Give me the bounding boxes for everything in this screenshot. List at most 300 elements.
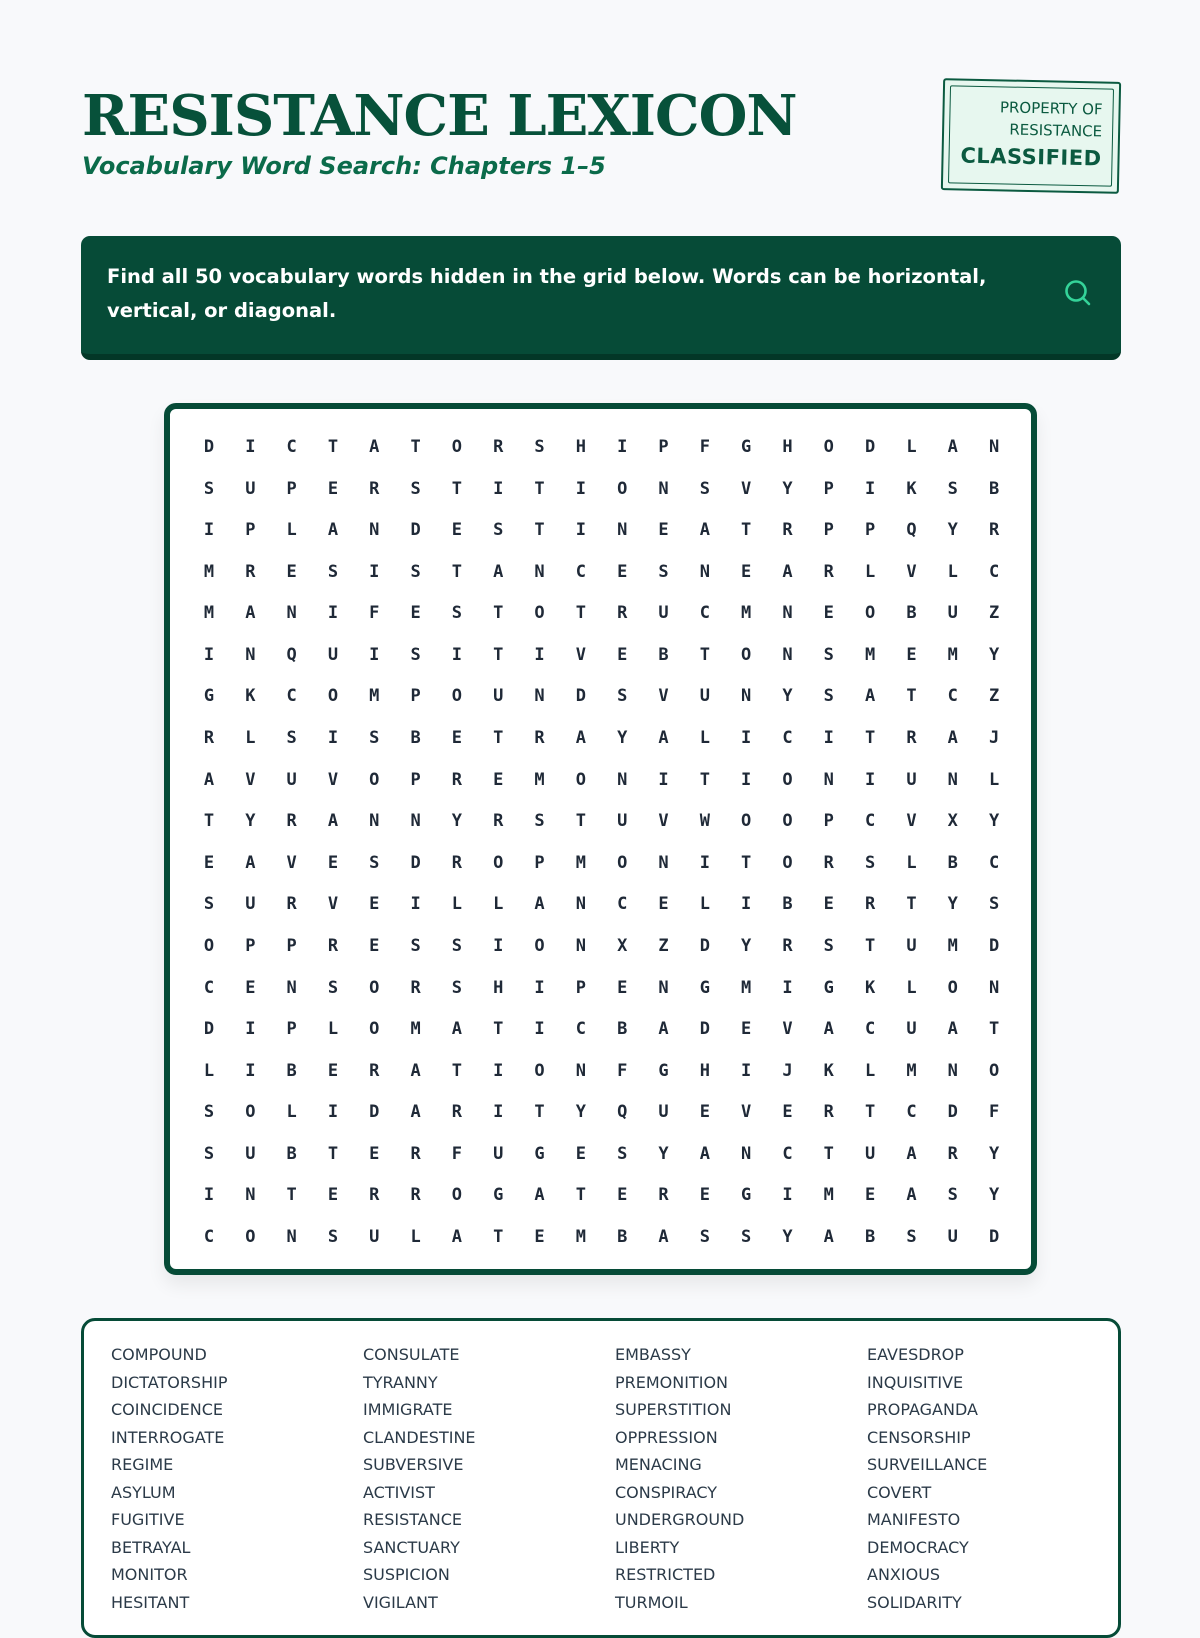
grid-letter[interactable]: T xyxy=(493,644,504,665)
grid-letter[interactable]: U xyxy=(493,686,504,707)
grid-letter[interactable]: Y xyxy=(782,686,793,707)
grid-letter[interactable]: P xyxy=(410,769,421,790)
grid-letter[interactable]: S xyxy=(823,686,834,707)
grid-letter[interactable]: D xyxy=(699,1019,710,1040)
grid-letter[interactable]: K xyxy=(906,478,917,499)
grid-letter[interactable]: Y xyxy=(245,811,256,832)
grid-letter[interactable]: V xyxy=(906,561,917,582)
grid-letter[interactable]: I xyxy=(864,478,876,499)
grid-letter[interactable]: H xyxy=(699,1060,710,1081)
grid-letter[interactable]: I xyxy=(245,1019,256,1040)
grid-letter[interactable]: S xyxy=(947,1185,958,1206)
grid-letter[interactable]: S xyxy=(617,686,628,707)
grid-letter[interactable]: I xyxy=(658,769,669,790)
grid-letter[interactable]: A xyxy=(823,1227,834,1248)
grid-letter[interactable]: I xyxy=(741,894,752,915)
grid-letter[interactable]: O xyxy=(617,852,628,873)
grid-letter[interactable]: A xyxy=(534,894,545,915)
grid-letter[interactable]: S xyxy=(823,644,834,665)
grid-letter[interactable]: F xyxy=(451,1143,463,1164)
grid-letter[interactable]: I xyxy=(327,603,339,624)
grid-letter[interactable]: S xyxy=(988,894,1000,915)
grid-letter[interactable]: M xyxy=(823,1185,834,1206)
grid-letter[interactable]: A xyxy=(245,852,256,873)
grid-letter[interactable]: U xyxy=(245,894,256,915)
grid-letter[interactable]: U xyxy=(286,769,297,790)
grid-letter[interactable]: A xyxy=(493,561,504,582)
grid-letter[interactable]: S xyxy=(369,852,380,873)
grid-letter[interactable]: I xyxy=(493,1102,504,1123)
grid-letter[interactable]: S xyxy=(369,728,380,749)
grid-letter[interactable]: I xyxy=(493,935,504,956)
grid-letter[interactable]: D xyxy=(947,1102,958,1123)
grid-letter[interactable]: B xyxy=(947,852,958,873)
grid-letter[interactable]: N xyxy=(741,1143,752,1164)
grid-letter[interactable]: U xyxy=(245,1143,256,1164)
grid-letter[interactable]: S xyxy=(906,1227,917,1248)
grid-letter[interactable]: I xyxy=(203,644,215,665)
grid-letter[interactable]: L xyxy=(410,1227,421,1248)
grid-letter[interactable]: P xyxy=(286,478,297,499)
grid-letter[interactable]: O xyxy=(782,852,793,873)
grid-letter[interactable]: D xyxy=(203,1019,215,1040)
grid-letter[interactable]: Y xyxy=(451,811,463,832)
grid-letter[interactable]: A xyxy=(410,1102,421,1123)
grid-letter[interactable]: Q xyxy=(617,1102,628,1123)
grid-letter[interactable]: L xyxy=(286,1102,297,1123)
grid-letter[interactable]: A xyxy=(658,1227,669,1248)
grid-letter[interactable]: N xyxy=(575,1060,586,1081)
grid-letter[interactable]: B xyxy=(617,1019,628,1040)
grid-letter[interactable]: V xyxy=(741,1102,752,1123)
grid-letter[interactable]: G xyxy=(741,437,752,457)
grid-letter[interactable]: T xyxy=(327,1143,339,1164)
grid-letter[interactable]: I xyxy=(534,1019,545,1040)
grid-letter[interactable]: F xyxy=(617,1060,628,1081)
grid-letter[interactable]: R xyxy=(988,520,1000,541)
grid-letter[interactable]: S xyxy=(947,478,958,499)
grid-letter[interactable]: L xyxy=(864,1060,876,1081)
grid-letter[interactable]: A xyxy=(906,1143,917,1164)
grid-letter[interactable]: P xyxy=(245,935,256,956)
grid-letter[interactable]: C xyxy=(203,977,215,998)
grid-letter[interactable]: K xyxy=(864,977,876,998)
grid-letter[interactable]: O xyxy=(947,977,958,998)
grid-letter[interactable]: O xyxy=(823,437,834,457)
grid-letter[interactable]: U xyxy=(906,769,917,790)
grid-letter[interactable]: I xyxy=(493,1060,504,1081)
grid-letter[interactable]: N xyxy=(245,644,256,665)
grid-letter[interactable]: R xyxy=(782,520,793,541)
grid-letter[interactable]: I xyxy=(534,644,545,665)
grid-letter[interactable]: A xyxy=(327,811,339,832)
grid-letter[interactable]: D xyxy=(410,520,421,541)
grid-letter[interactable]: U xyxy=(947,1227,958,1248)
grid-letter[interactable]: R xyxy=(947,1143,958,1164)
grid-letter[interactable]: Y xyxy=(782,478,793,499)
grid-letter[interactable]: R xyxy=(410,1143,421,1164)
grid-letter[interactable]: D xyxy=(410,852,421,873)
grid-letter[interactable]: X xyxy=(947,811,958,832)
grid-letter[interactable]: T xyxy=(493,1227,504,1248)
grid-letter[interactable]: R xyxy=(327,935,339,956)
grid-letter[interactable]: S xyxy=(327,561,339,582)
grid-letter[interactable]: T xyxy=(575,603,586,624)
grid-letter[interactable]: V xyxy=(575,644,586,665)
grid-letter[interactable]: I xyxy=(864,769,876,790)
grid-letter[interactable]: I xyxy=(575,478,586,499)
grid-letter[interactable]: N xyxy=(782,603,793,624)
grid-letter[interactable]: L xyxy=(699,894,710,915)
grid-letter[interactable]: N xyxy=(947,1060,958,1081)
grid-letter[interactable]: O xyxy=(782,769,793,790)
grid-letter[interactable]: P xyxy=(534,852,545,873)
grid-letter[interactable]: N xyxy=(823,769,834,790)
grid-letter[interactable]: R xyxy=(534,728,545,749)
grid-letter[interactable]: A xyxy=(658,728,669,749)
grid-letter[interactable]: L xyxy=(327,1019,339,1040)
grid-letter[interactable]: A xyxy=(864,686,876,707)
grid-letter[interactable]: S xyxy=(327,977,339,998)
grid-letter[interactable]: O xyxy=(575,769,586,790)
grid-letter[interactable]: T xyxy=(451,561,463,582)
grid-letter[interactable]: E xyxy=(575,1143,586,1164)
grid-letter[interactable]: C xyxy=(286,437,297,457)
grid-letter[interactable]: T xyxy=(493,1019,504,1040)
grid-letter[interactable]: A xyxy=(451,1019,463,1040)
grid-letter[interactable]: D xyxy=(699,935,710,956)
grid-letter[interactable]: M xyxy=(203,603,215,624)
grid-letter[interactable]: E xyxy=(823,894,834,915)
grid-letter[interactable]: M xyxy=(864,644,876,665)
grid-letter[interactable]: R xyxy=(823,852,834,873)
grid-letter[interactable]: U xyxy=(493,1143,504,1164)
grid-letter[interactable]: P xyxy=(286,935,297,956)
grid-letter[interactable]: U xyxy=(327,644,339,665)
grid-letter[interactable]: T xyxy=(906,686,917,707)
grid-letter[interactable]: S xyxy=(741,1227,752,1248)
grid-letter[interactable]: I xyxy=(741,1060,752,1081)
grid-letter[interactable]: O xyxy=(493,852,504,873)
grid-letter[interactable]: O xyxy=(617,478,628,499)
grid-letter[interactable]: I xyxy=(782,1185,793,1206)
grid-letter[interactable]: A xyxy=(451,1227,463,1248)
grid-letter[interactable]: M xyxy=(534,769,545,790)
grid-letter[interactable]: O xyxy=(203,935,215,956)
grid-letter[interactable]: V xyxy=(286,852,297,873)
grid-letter[interactable]: U xyxy=(369,1227,380,1248)
grid-letter[interactable]: S xyxy=(864,852,876,873)
grid-letter[interactable]: Y xyxy=(988,1185,1000,1206)
grid-letter[interactable]: C xyxy=(699,603,710,624)
grid-letter[interactable]: M xyxy=(410,1019,421,1040)
grid-letter[interactable]: I xyxy=(203,520,215,541)
grid-letter[interactable]: I xyxy=(410,894,421,915)
grid-letter[interactable]: E xyxy=(369,894,380,915)
grid-letter[interactable]: A xyxy=(699,1143,710,1164)
grid-letter[interactable]: D xyxy=(203,437,215,457)
grid-letter[interactable]: T xyxy=(699,769,710,790)
grid-letter[interactable]: M xyxy=(575,1227,586,1248)
grid-letter[interactable]: X xyxy=(617,935,628,956)
grid-letter[interactable]: V xyxy=(906,811,917,832)
grid-letter[interactable]: N xyxy=(369,811,380,832)
grid-letter[interactable]: R xyxy=(493,437,504,457)
grid-letter[interactable]: Y xyxy=(988,644,1000,665)
grid-letter[interactable]: O xyxy=(864,603,876,624)
grid-letter[interactable]: S xyxy=(286,728,297,749)
grid-letter[interactable]: L xyxy=(493,894,504,915)
grid-letter[interactable]: R xyxy=(451,769,463,790)
grid-letter[interactable]: R xyxy=(286,894,297,915)
grid-letter[interactable]: C xyxy=(575,1019,586,1040)
grid-letter[interactable]: P xyxy=(864,520,876,541)
grid-letter[interactable]: E xyxy=(906,644,917,665)
grid-letter[interactable]: A xyxy=(782,561,793,582)
grid-letter[interactable]: A xyxy=(534,1185,545,1206)
grid-letter[interactable]: E xyxy=(864,1185,876,1206)
grid-letter[interactable]: E xyxy=(617,561,628,582)
grid-letter[interactable]: E xyxy=(369,1143,380,1164)
grid-letter[interactable]: Y xyxy=(782,1227,793,1248)
grid-letter[interactable]: M xyxy=(906,1060,917,1081)
grid-letter[interactable]: D xyxy=(575,686,586,707)
grid-letter[interactable]: I xyxy=(327,728,339,749)
grid-letter[interactable]: D xyxy=(988,1227,1000,1248)
grid-letter[interactable]: R xyxy=(245,561,256,582)
grid-letter[interactable]: S xyxy=(451,977,463,998)
grid-letter[interactable]: M xyxy=(203,561,215,582)
grid-letter[interactable]: U xyxy=(906,935,917,956)
grid-letter[interactable]: A xyxy=(203,769,215,790)
grid-letter[interactable]: S xyxy=(410,478,421,499)
grid-letter[interactable]: B xyxy=(782,894,793,915)
grid-letter[interactable]: R xyxy=(369,478,380,499)
grid-letter[interactable]: I xyxy=(823,728,834,749)
grid-letter[interactable]: T xyxy=(906,894,917,915)
grid-letter[interactable]: F xyxy=(699,437,710,457)
grid-letter[interactable]: O xyxy=(369,977,380,998)
grid-letter[interactable]: L xyxy=(451,894,463,915)
grid-letter[interactable]: N xyxy=(575,894,586,915)
grid-letter[interactable]: B xyxy=(286,1143,297,1164)
grid-letter[interactable]: Y xyxy=(947,520,958,541)
grid-letter[interactable]: E xyxy=(658,894,669,915)
grid-letter[interactable]: E xyxy=(493,769,504,790)
grid-letter[interactable]: O xyxy=(245,1102,256,1123)
grid-letter[interactable]: S xyxy=(699,1227,710,1248)
grid-letter[interactable]: N xyxy=(988,437,1000,457)
grid-letter[interactable]: E xyxy=(741,1019,752,1040)
grid-letter[interactable]: T xyxy=(410,437,421,457)
grid-letter[interactable]: C xyxy=(782,728,793,749)
grid-letter[interactable]: G xyxy=(823,977,834,998)
grid-letter[interactable]: Y xyxy=(617,728,628,749)
grid-letter[interactable]: E xyxy=(327,478,339,499)
grid-letter[interactable]: A xyxy=(906,1185,917,1206)
grid-letter[interactable]: C xyxy=(617,894,628,915)
grid-letter[interactable]: V xyxy=(327,769,339,790)
grid-letter[interactable]: A xyxy=(947,728,958,749)
grid-letter[interactable]: P xyxy=(823,520,834,541)
grid-letter[interactable]: Y xyxy=(988,1143,1000,1164)
grid-letter[interactable]: O xyxy=(534,935,545,956)
grid-letter[interactable]: R xyxy=(369,1185,380,1206)
grid-letter[interactable]: G xyxy=(203,686,215,707)
grid-letter[interactable]: K xyxy=(245,686,256,707)
grid-letter[interactable]: E xyxy=(741,561,752,582)
grid-letter[interactable]: E xyxy=(245,977,256,998)
grid-letter[interactable]: G xyxy=(534,1143,545,1164)
grid-letter[interactable]: E xyxy=(782,1102,793,1123)
grid-letter[interactable]: T xyxy=(451,1060,463,1081)
grid-letter[interactable]: S xyxy=(203,1143,215,1164)
grid-letter[interactable]: I xyxy=(699,852,710,873)
grid-letter[interactable]: B xyxy=(286,1060,297,1081)
grid-letter[interactable]: E xyxy=(410,603,421,624)
grid-letter[interactable]: N xyxy=(658,478,669,499)
grid-letter[interactable]: O xyxy=(741,644,752,665)
grid-letter[interactable]: O xyxy=(534,603,545,624)
grid-letter[interactable]: T xyxy=(534,1102,545,1123)
grid-letter[interactable]: R xyxy=(451,1102,463,1123)
grid-letter[interactable]: D xyxy=(864,437,876,457)
grid-letter[interactable]: M xyxy=(741,603,752,624)
grid-letter[interactable]: V xyxy=(658,811,669,832)
grid-letter[interactable]: Z xyxy=(988,603,1000,624)
grid-letter[interactable]: N xyxy=(534,686,545,707)
grid-letter[interactable]: D xyxy=(988,935,1000,956)
grid-letter[interactable]: N xyxy=(410,811,421,832)
grid-letter[interactable]: Q xyxy=(906,520,917,541)
grid-letter[interactable]: C xyxy=(864,1019,876,1040)
grid-letter[interactable]: A xyxy=(699,520,710,541)
grid-letter[interactable]: U xyxy=(864,1143,876,1164)
grid-letter[interactable]: O xyxy=(451,686,463,707)
grid-letter[interactable]: N xyxy=(658,977,669,998)
grid-letter[interactable]: N xyxy=(245,1185,256,1206)
grid-letter[interactable]: E xyxy=(286,561,297,582)
grid-letter[interactable]: I xyxy=(493,478,504,499)
grid-letter[interactable]: L xyxy=(906,852,917,873)
grid-letter[interactable]: O xyxy=(245,1227,256,1248)
grid-letter[interactable]: Z xyxy=(988,686,1000,707)
grid-letter[interactable]: G xyxy=(741,1185,752,1206)
grid-letter[interactable]: R xyxy=(451,852,463,873)
grid-letter[interactable]: E xyxy=(327,1060,339,1081)
grid-letter[interactable]: B xyxy=(864,1227,876,1248)
grid-letter[interactable]: A xyxy=(369,437,380,457)
grid-letter[interactable]: I xyxy=(245,437,256,457)
grid-letter[interactable]: O xyxy=(534,1060,545,1081)
grid-letter[interactable]: U xyxy=(658,1102,669,1123)
grid-letter[interactable]: O xyxy=(741,811,752,832)
grid-letter[interactable]: R xyxy=(203,728,215,749)
grid-letter[interactable]: N xyxy=(575,935,586,956)
grid-letter[interactable]: N xyxy=(617,520,628,541)
grid-letter[interactable]: P xyxy=(410,686,421,707)
grid-letter[interactable]: S xyxy=(658,561,669,582)
grid-letter[interactable]: S xyxy=(203,894,215,915)
grid-letter[interactable]: T xyxy=(203,811,215,832)
grid-letter[interactable]: A xyxy=(410,1060,421,1081)
grid-letter[interactable]: J xyxy=(988,728,1000,749)
grid-letter[interactable]: Y xyxy=(575,1102,586,1123)
grid-letter[interactable]: C xyxy=(988,852,1000,873)
grid-letter[interactable]: T xyxy=(493,603,504,624)
grid-letter[interactable]: P xyxy=(575,977,586,998)
grid-letter[interactable]: A xyxy=(658,1019,669,1040)
grid-letter[interactable]: C xyxy=(203,1227,215,1248)
grid-letter[interactable]: T xyxy=(988,1019,1000,1040)
grid-letter[interactable]: R xyxy=(658,1185,669,1206)
grid-letter[interactable]: V xyxy=(327,894,339,915)
grid-letter[interactable]: I xyxy=(369,644,380,665)
grid-letter[interactable]: I xyxy=(575,520,586,541)
grid-letter[interactable]: S xyxy=(327,1227,339,1248)
grid-letter[interactable]: T xyxy=(493,728,504,749)
grid-letter[interactable]: U xyxy=(906,1019,917,1040)
grid-letter[interactable]: R xyxy=(493,811,504,832)
grid-letter[interactable]: E xyxy=(617,1185,628,1206)
grid-letter[interactable]: S xyxy=(617,1143,628,1164)
grid-letter[interactable]: U xyxy=(658,603,669,624)
grid-letter[interactable]: K xyxy=(823,1060,834,1081)
grid-letter[interactable]: R xyxy=(823,1102,834,1123)
grid-letter[interactable]: G xyxy=(493,1185,504,1206)
grid-letter[interactable]: P xyxy=(823,478,834,499)
grid-letter[interactable]: T xyxy=(534,478,545,499)
grid-letter[interactable]: A xyxy=(947,1019,958,1040)
grid-letter[interactable]: M xyxy=(369,686,380,707)
grid-letter[interactable]: S xyxy=(451,603,463,624)
grid-letter[interactable]: U xyxy=(699,686,710,707)
grid-letter[interactable]: S xyxy=(203,478,215,499)
grid-letter[interactable]: I xyxy=(741,769,752,790)
grid-letter[interactable]: B xyxy=(617,1227,628,1248)
grid-letter[interactable]: I xyxy=(369,561,380,582)
grid-letter[interactable]: B xyxy=(906,603,917,624)
grid-letter[interactable]: D xyxy=(369,1102,380,1123)
grid-letter[interactable]: E xyxy=(699,1185,710,1206)
grid-letter[interactable]: S xyxy=(203,1102,215,1123)
grid-letter[interactable]: S xyxy=(534,811,545,832)
grid-letter[interactable]: T xyxy=(823,1143,834,1164)
grid-letter[interactable]: E xyxy=(617,977,628,998)
grid-letter[interactable]: R xyxy=(410,977,421,998)
grid-letter[interactable]: P xyxy=(823,811,834,832)
grid-letter[interactable]: M xyxy=(741,977,752,998)
grid-letter[interactable]: F xyxy=(988,1102,1000,1123)
grid-letter[interactable]: O xyxy=(782,811,793,832)
grid-letter[interactable]: L xyxy=(699,728,710,749)
grid-letter[interactable]: Y xyxy=(741,935,752,956)
grid-letter[interactable]: M xyxy=(947,644,958,665)
grid-letter[interactable]: S xyxy=(493,520,504,541)
grid-letter[interactable]: O xyxy=(451,1185,463,1206)
grid-letter[interactable]: T xyxy=(534,520,545,541)
grid-letter[interactable]: O xyxy=(369,1019,380,1040)
grid-letter[interactable]: R xyxy=(823,561,834,582)
grid-letter[interactable]: C xyxy=(864,811,876,832)
grid-letter[interactable]: V xyxy=(741,478,752,499)
grid-letter[interactable]: I xyxy=(534,977,545,998)
grid-letter[interactable]: V xyxy=(658,686,669,707)
grid-letter[interactable]: S xyxy=(534,437,545,457)
grid-letter[interactable]: L xyxy=(906,437,917,457)
grid-letter[interactable]: T xyxy=(864,1102,876,1123)
grid-letter[interactable]: T xyxy=(575,1185,586,1206)
